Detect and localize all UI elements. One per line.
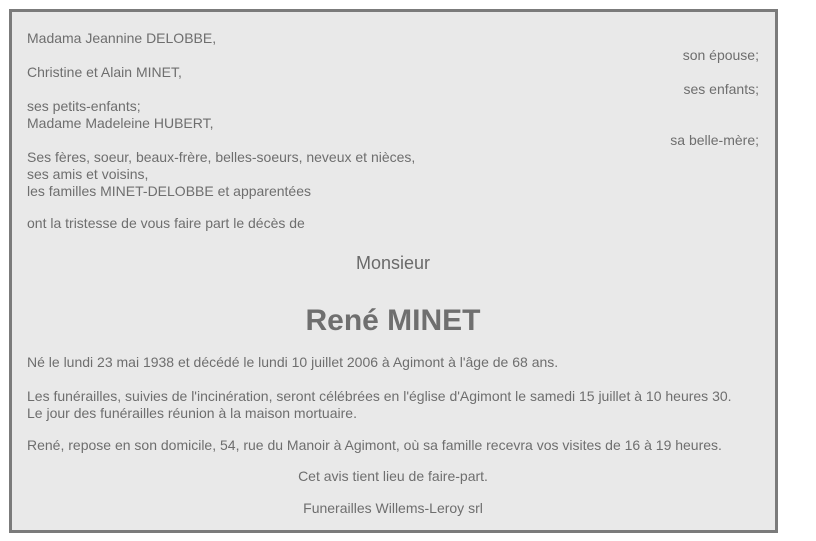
spouse-name: Madama Jeannine DELOBBE, xyxy=(27,30,217,46)
notice-note: Cet avis tient lieu de faire-part. xyxy=(298,468,488,484)
funeral-details: Les funérailles, suivies de l'incinération, seront célébrées en l'église d'Agimont le samedi 15 juillet à 10 heures 30. xyxy=(27,388,732,404)
obituary-card xyxy=(9,9,778,533)
honorific: Monsieur xyxy=(355,253,431,273)
funeral-home: Funerailles Willems-Leroy srl xyxy=(303,500,483,516)
spouse-role: son épouse; xyxy=(682,47,759,63)
visitation-details: René, repose en son domicile, 54, rue du Manoir à Agimont, où sa famille recevra vos visites de 16 à 19 heures. xyxy=(27,437,722,453)
mother-in-law-role: sa belle-mère; xyxy=(670,132,759,148)
relatives-line-3: les familles MINET-DELOBBE et apparentées xyxy=(27,183,312,199)
funeral-reception: Le jour des funérailles réunion à la maison mortuaire. xyxy=(27,405,357,421)
grandchildren: ses petits-enfants; xyxy=(27,98,141,114)
announcement: ont la tristesse de vous faire part le décès de xyxy=(27,215,305,231)
obituary-content xyxy=(27,12,759,530)
mother-in-law-name: Madame Madeleine HUBERT, xyxy=(27,115,214,131)
children-names: Christine et Alain MINET, xyxy=(27,64,182,80)
relatives-line-1: Ses fères, soeur, beaux-frère, belles-soeurs, neveux et nièces, xyxy=(27,149,416,165)
children-role: ses enfants; xyxy=(683,81,759,97)
birth-death-dates: Né le lundi 23 mai 1938 et décédé le lundi 10 juillet 2006 à Agimont à l'âge de 68 ans. xyxy=(27,354,559,370)
relatives-line-2: ses amis et voisins, xyxy=(27,166,149,182)
deceased-name: René MINET xyxy=(305,304,481,337)
